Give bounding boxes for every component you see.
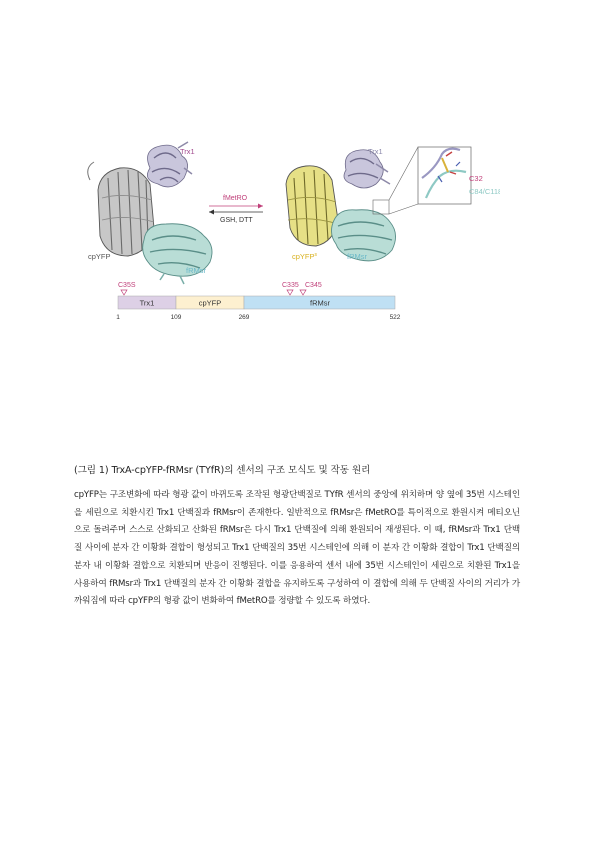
c32-label: C32: [469, 174, 483, 183]
mutation-c35s-marker: [121, 290, 127, 295]
figure-caption: (그림 1) TrxA-cpYFP-fRMsr (TYfR)의 센서의 구조 모식도 및 작동 원리: [74, 465, 371, 476]
forward-arrow-head: [258, 204, 263, 209]
arrow-label-gsh-dtt: GSH, DTT: [220, 217, 253, 224]
left-cpyfp-label: cpYFP: [88, 252, 111, 261]
right-structure: [286, 147, 500, 261]
domain-bar: [116, 282, 401, 321]
left-structure: [88, 142, 212, 284]
reverse-arrow-head: [209, 210, 214, 215]
cpyfp-domain-label: cpYFP: [198, 298, 222, 308]
c84-c118-label: C84/C118: [469, 187, 500, 196]
figure: [80, 128, 500, 328]
right-trx1-label: Trx1: [368, 147, 383, 156]
zoom-inset: [418, 147, 471, 204]
position-522: 522: [389, 314, 401, 321]
right-cpyfp-label: cpYFP$^s$: [292, 252, 318, 261]
mutation-c335-label: C335: [282, 282, 299, 289]
reaction-arrows: [209, 195, 263, 224]
right-cpyfp-barrel: [286, 166, 338, 246]
left-frmsr-label: fRMsr: [186, 266, 206, 275]
frmsr-domain-label: fRMsr: [310, 298, 330, 308]
mutation-c345-label: C345: [305, 282, 322, 289]
position-1: 1: [116, 314, 120, 321]
sensor-structure-figure: [80, 128, 500, 328]
trx1-domain-label: Trx1: [139, 298, 155, 308]
arrow-label-fmetro: fMetRO: [223, 195, 248, 202]
body-paragraph: cpYFP는 구조변화에 따라 형광 값이 바뀌도록 조작된 형광단백질로 TYfR 센서의 중앙에 위치하며 양 옆에 35번 시스테인을 세린으로 치환시킨 Trx1 단백질과 fRMsr이 존재한다. 일반적으로 fRMsr은 fMetRO를 특이적으로 환원시켜 메티오닌으로 돌려주며 스스로 산화되고 산화된 fRMsr은 다시 Trx1 단백질에 의해 환원되어 재생된다. 이 때, fRMsr과 Trx1 단백질 사이에 분자 간 이황화 결합이 형성되고 Trx1 단백질의 35번 시스테인에 의해 이 분자 간 이황화 결합이 Trx1 단백질의 분자 내 이황화 결합으로 치환되며 반응이 진행된다. 이를 응용하여 센서 내에 35번 시스테인이 세린으로 치환된 Trx1을 사용하여 fRMsr과 Trx1 단백질의 분자 간 이황화 결합을 유지하도록 구성하여 이 결합에 의해 두 단백질 사이의 거리가 가까워짐에 따라 cpYFP의 형광 값이 변화하여 fMetRO를 정량할 수 있도록 하였다.: [74, 490, 520, 607]
right-frmsr-label: fRMsr: [347, 252, 367, 261]
left-trx1-label: Trx1: [180, 147, 195, 156]
mutation-c335-marker: [287, 290, 293, 295]
mutation-c345-marker: [300, 290, 306, 295]
position-269: 269: [238, 314, 250, 321]
position-109: 109: [170, 314, 182, 321]
mutation-c35s-label: C35S: [118, 282, 136, 289]
right-trx1-structure: [344, 150, 390, 188]
